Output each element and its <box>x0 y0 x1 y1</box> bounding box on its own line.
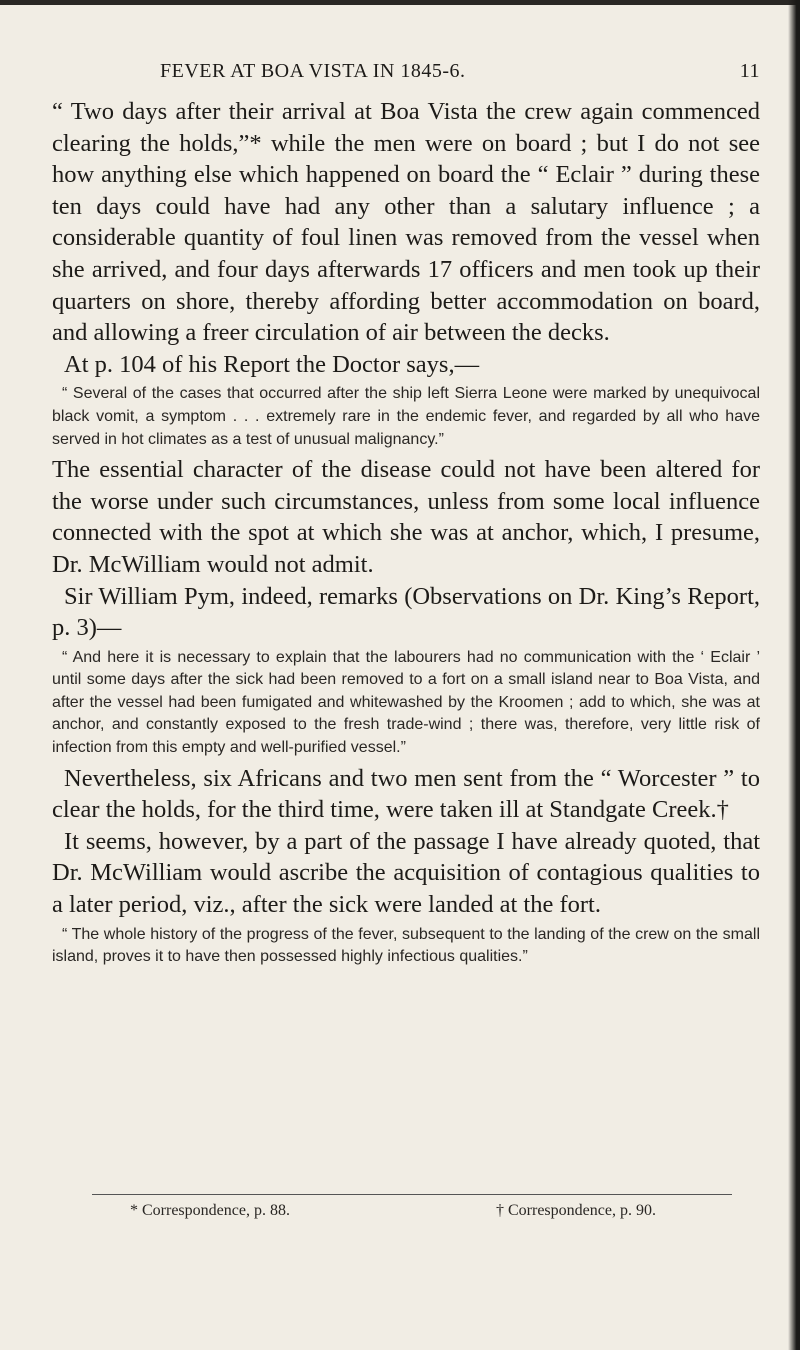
footnote-rule <box>92 1194 732 1195</box>
paragraph-2: At p. 104 of his Report the Doctor says,— <box>64 350 480 378</box>
page-number: 11 <box>739 60 760 82</box>
running-title: FEVER AT BOA VISTA IN 1845-6. <box>160 60 466 82</box>
quotation-3: “ The whole history of the progress of the fever, subsequent to the landing of the crew on the small island, proves it to have then possessed highly infectious qualities.” <box>52 925 760 966</box>
page-edge-shadow <box>788 0 800 1350</box>
quotation-1: “ Several of the cases that occurred after the ship left Sierra Leone were marked by unequivocal black vomit, a symptom . . . extremely rare in the endemic fever, and regarded by all who have served in hot climates as a test of unusual malignancy.” <box>52 385 760 448</box>
top-border-rule <box>0 0 800 5</box>
paragraph-1: “ Two days after their arrival at Boa Vista the crew again commenced clearing the holds,”* while the men were on board ; but I do not see how anything else which happened on board the “ Eclair ” during these ten days could have had any other than a salutary influence ; a considerable quantity of foul linen was removed from the vessel when she arrived, and four days afterwards 17 officers and men took up their quarters on shore, thereby affording better accommodation on board, and allowing a freer circulation of air between the decks. <box>52 98 760 347</box>
footnote-row <box>52 1202 760 1220</box>
footnote-2: † Correspondence, p. 90. <box>496 1202 656 1219</box>
paragraph-5: Nevertheless, six Africans and two men sent from the “ Worcester ” to clear the holds, for the third time, were taken ill at Standgate Creek.† <box>52 764 760 824</box>
running-header <box>160 60 760 83</box>
paragraph-4: Sir William Pym, indeed, remarks (Observations on Dr. King’s Report, p. 3)— <box>52 582 760 642</box>
quotation-2: “ And here it is necessary to explain that the labourers had no communication with the ‘ Eclair ’ until some days after the sick had been removed to a fort on a small island near to Boa Vista, and after the vessel had been fumigated and whitewashed by the Kroomen ; add to which, she was at anchor, and constantly exposed to the fresh trade-wind ; there was, therefore, very little risk of infection from this empty and well-purified vessel.” <box>52 648 760 757</box>
footnotes <box>52 1194 760 1220</box>
footnote-1: * Correspondence, p. 88. <box>130 1202 290 1219</box>
paragraph-6: It seems, however, by a part of the passage I have already quoted, that Dr. McWilliam would ascribe the acquisition of contagious qualities to a later period, viz., after the sick were landed at the fort. <box>52 827 760 919</box>
paragraph-3: The essential character of the disease could not have been altered for the worse under such circumstances, unless from some local influence connected with the spot at which she was at anchor, which, I presume, Dr. McWilliam would not admit. <box>52 456 760 578</box>
page-body <box>52 96 760 972</box>
